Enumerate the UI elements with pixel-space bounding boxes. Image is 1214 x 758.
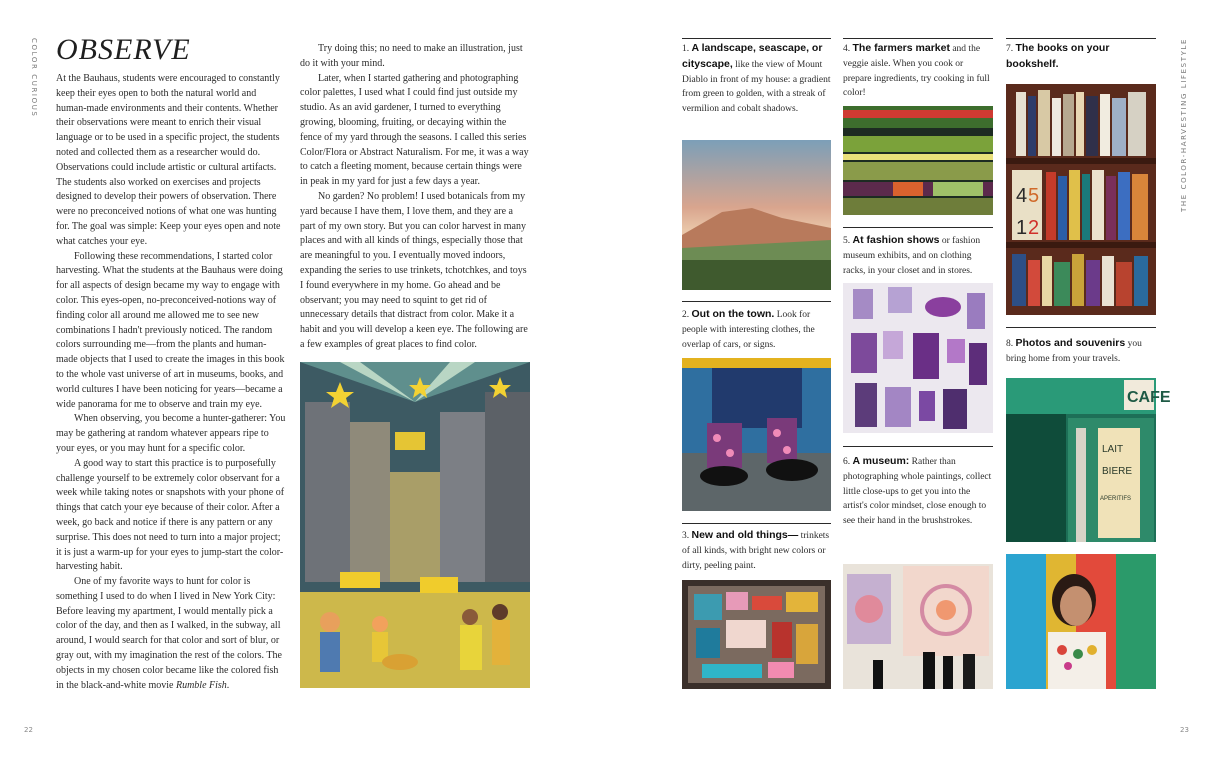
item-heading: A museum: xyxy=(852,455,910,467)
photo-paris-cafe xyxy=(1006,378,1171,542)
paragraph: No garden? No problem! I used botanicals from my yard because I have them, I love them, and they are a part of my own story. But you can color harvest in many places and with all kinds of things, especially those that are meaningful to you. I eventually moved indoors, expanding the series to use trinkets, tchotchkes, and toys I found everywhere in my home. Go ahead and be observant; you may need to squint to get rid of unnecessary details that distract from color. Make it a habit and you will develop a keen eye. The following are a few examples of great places to find color. xyxy=(300,190,528,350)
item-heading: The farmers market xyxy=(852,42,950,54)
item-heading: At fashion shows xyxy=(852,234,940,246)
item-number: 3. xyxy=(682,531,690,541)
shelf-number: 1 xyxy=(1016,217,1028,239)
shelf-number: 4 xyxy=(1016,185,1028,207)
rule xyxy=(682,38,831,39)
shelf-number: 5 xyxy=(1028,185,1040,207)
paragraph-end: . xyxy=(226,679,230,691)
item-heading: A landscape, seascape, or cityscape, xyxy=(682,42,823,70)
city-illustration xyxy=(300,362,530,688)
rule xyxy=(682,301,831,302)
sign-text: LAIT xyxy=(1102,444,1124,455)
paragraph: Following these recommendations, I started color harvesting. What the students at the Bauhaus were doing for all aspects of design became my way to engage with color. This eyes-open, no-preconceived-notions way of finding color all around me allowed me to see new combinations I hadn't previously noticed. The random colors surrounding me—from the plants and human-made objects that I used to create the images in this book to the whole vast universe of art in museums, books, and world cultures I have been noticing for years—became a wide panorama for me to observe and train my eye. xyxy=(56,250,285,410)
item-text: like the view of Mount Diablo in front of my house: a gradient from green to golden, with a streak of vermilion and cobalt shadows. xyxy=(682,59,831,115)
place-item-7 xyxy=(1006,41,1156,73)
item-number: 6. xyxy=(843,457,851,467)
photo-fashion-exhibit xyxy=(843,283,993,433)
rule xyxy=(843,227,993,228)
folio-left: 22 xyxy=(24,726,33,734)
item-number: 2. xyxy=(682,310,690,320)
page-title: OBSERVE xyxy=(56,33,191,66)
item-heading: The books on your bookshelf. xyxy=(1006,42,1110,70)
photo-street-socks xyxy=(682,358,831,511)
item-number: 5. xyxy=(843,236,851,246)
photo-trinkets xyxy=(682,580,831,689)
item-number: 8. xyxy=(1006,339,1014,349)
place-item-5 xyxy=(843,233,993,278)
photo-museum-gallery xyxy=(843,564,993,689)
running-head-left: COLOR CURIOUS xyxy=(30,38,38,118)
photo-bookshelf xyxy=(1006,84,1156,315)
paragraph: Later, when I started gathering and photographing color palettes, I used what I could find just outside my studio. As an avid gardener, I turned to everything growing, blooming, fruiting, or decaying within the fence of my yard through the seasons. I called this series Color/Flora or Abstract Naturalism. For me, it was a way to catch a fleeting moment, because certain things were in peak in my yard for just a few days a year. xyxy=(300,72,529,188)
sign-text: BIERE xyxy=(1102,466,1133,477)
rule xyxy=(843,446,993,447)
rule xyxy=(1006,327,1156,328)
photo-farmers-market xyxy=(843,106,993,215)
item-text: you bring home from your travels. xyxy=(1006,339,1142,364)
item-heading: Out on the town. xyxy=(691,308,775,320)
paragraph: A good way to start this practice is to purposefully challenge yourself to be extremely color observant for a week while taking notes or snapshots with your phone of things that catch your eye because of their color. After a week, go back and notice if there is any pattern or any surprise. This does not need to turn into a major project; it is just a warm-up for your eyes to jump-start the color-harvesting habit. xyxy=(56,457,285,573)
paragraph xyxy=(56,575,286,693)
shelf-number: 2 xyxy=(1028,217,1040,239)
paragraph: When observing, you become a hunter-gatherer: You may be gathering at random whatever appears ripe to your eyes, or you may hunt for a specific color. xyxy=(56,413,286,454)
paragraph: At the Bauhaus, students were encouraged to constantly keep their eyes open to both the natural world and human-made environments and their contents. Whether their observations were meant to enrich their visual language or to be used in a specific project, the students noted and collected them as a researcher would do. Observations could include artistic or cultural artifacts. The students also worked on exercises and projects designed to develop their powers of observation. There were no preconceived notions of what one was hunting for. The goal was simple: Keep your eyes open and note what catches your eye. xyxy=(56,73,281,247)
item-text: Look for people with interesting clothes, the overlap of cars, or signs. xyxy=(682,310,815,350)
place-item-4 xyxy=(843,41,993,101)
item-text: Rather than photographing whole paintings, collect little close-ups to get you into the artist's color mindset, close enough to see their hand in the brushstrokes. xyxy=(843,457,992,527)
place-item-6 xyxy=(843,454,993,529)
rule xyxy=(843,38,993,39)
place-item-1 xyxy=(682,41,831,117)
item-number: 4. xyxy=(843,44,851,54)
rule xyxy=(682,523,831,524)
sign-text: APERITIFS xyxy=(1100,496,1132,502)
item-number: 1. xyxy=(682,44,690,54)
running-head-right: THE COLOR-HARVESTING LIFESTYLE xyxy=(1180,38,1188,212)
film-title: Rumble Fish xyxy=(175,679,227,691)
place-item-8 xyxy=(1006,336,1156,367)
folio-right: 23 xyxy=(1180,726,1189,734)
body-column-2 xyxy=(300,42,530,353)
place-item-2 xyxy=(682,307,831,352)
item-text: or fashion museum exhibits, and on clothing racks, in your closet and in stores. xyxy=(843,236,981,276)
body-column-1 xyxy=(56,72,286,693)
rule xyxy=(1006,38,1156,39)
place-item-3 xyxy=(682,528,831,573)
item-number: 7. xyxy=(1006,44,1014,54)
item-heading: New and old things— xyxy=(691,529,799,541)
paragraph: Try doing this; no need to make an illustration, just do it with your mind. xyxy=(300,43,523,69)
item-heading: Photos and souvenirs xyxy=(1015,337,1126,349)
paragraph-text: One of my favorite ways to hunt for color is something I used to do when I lived in New York City: Before leaving my apartment, I would mentally pick a color of the day, and then as I walked, in the subway, all around, I would search for that color and sort of blur, or gray out, with my imagination the rest of the colors. The objects in my chosen color became like the colored fish in the black-and-white movie xyxy=(56,576,282,691)
photo-mount-diablo xyxy=(682,140,831,290)
sign-text: CAFE xyxy=(1127,389,1171,406)
item-text: trinkets of all kinds, with bright new colors or dirty, peeling paint. xyxy=(682,531,830,571)
photo-girl-in-blouse xyxy=(1006,554,1156,689)
item-text: and the veggie aisle. When you cook or prepare ingredients, try cooking in full color! xyxy=(843,44,990,99)
